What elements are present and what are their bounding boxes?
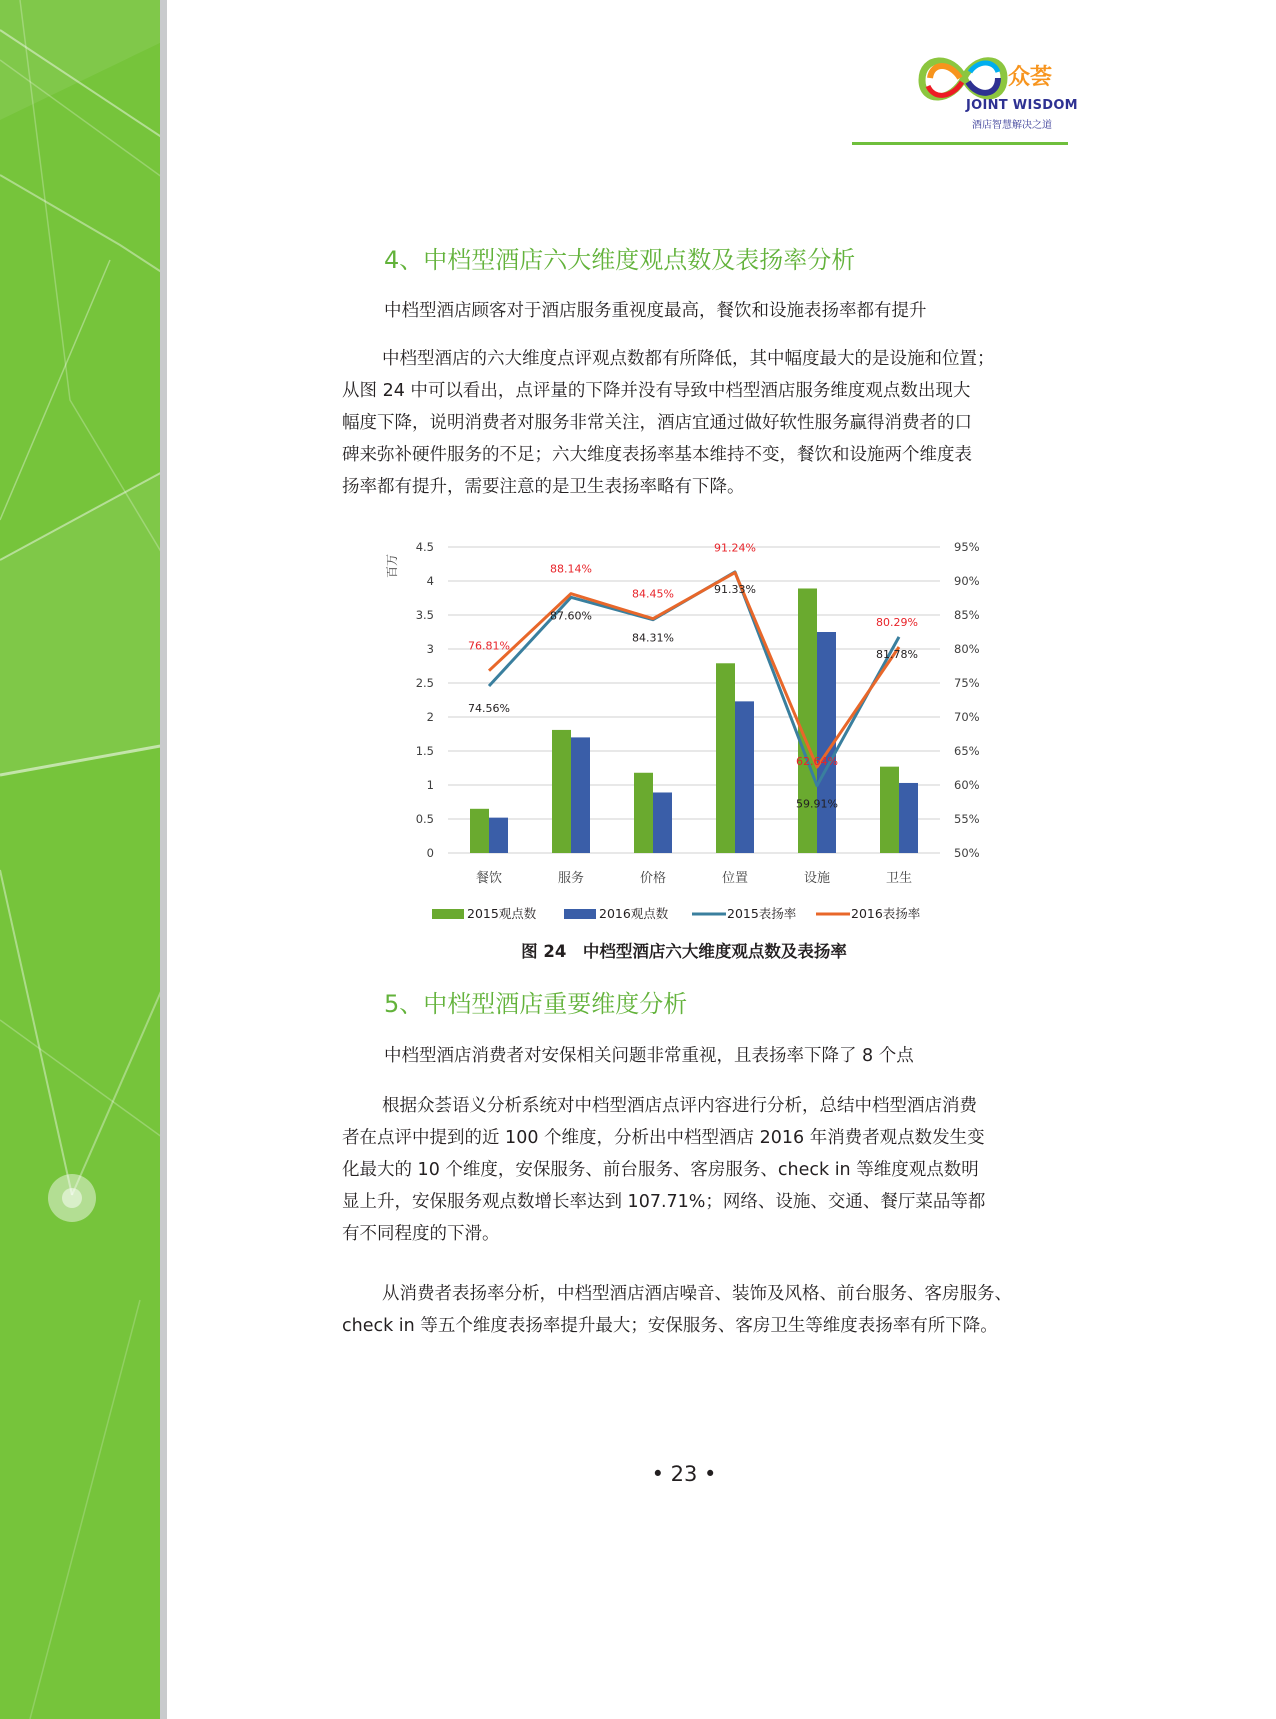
section-4-paragraph <box>342 343 1032 503</box>
y-tick-label: 3.5 <box>415 608 434 622</box>
y2-tick-label: 95% <box>954 540 980 554</box>
bar-2016观点数 <box>899 783 918 853</box>
x-tick-label: 卫生 <box>885 871 913 886</box>
y-tick-label: 3 <box>426 642 434 656</box>
y-axis-label: 百万 <box>385 553 399 579</box>
section-5-title: 5、中档型酒店重要维度分析 <box>384 990 688 1018</box>
paragraph-line: 者在点评中提到的近 100 个维度，分析出中档型酒店 2016 年消费者观点数发生变 <box>342 1128 985 1148</box>
y2-tick-label: 85% <box>954 608 980 622</box>
paragraph-line: 有不同程度的下滑。 <box>342 1224 500 1244</box>
y-tick-label: 0.5 <box>415 812 434 826</box>
paragraph-line: 从图 24 中可以看出，点评量的下降并没有导致中档型酒店服务维度观点数出现大 <box>342 381 971 401</box>
x-tick-label: 服务 <box>557 871 585 886</box>
data-label-2015: 81.78% <box>876 647 918 661</box>
data-label-2016: 80.29% <box>876 616 918 630</box>
dimension-chart <box>376 530 992 940</box>
data-label-2015: 87.60% <box>550 609 592 623</box>
paragraph-line: 扬率都有提升，需要注意的是卫生表扬率略有下降。 <box>342 477 745 497</box>
bar-2016观点数 <box>571 737 590 853</box>
paragraph-line: 从消费者表扬率分析，中档型酒店酒店噪音、装饰及风格、前台服务、客房服务、 <box>382 1284 1012 1304</box>
x-tick-label: 位置 <box>721 871 749 886</box>
section-5-paragraph-1 <box>342 1090 1032 1250</box>
y-tick-label: 4 <box>426 574 434 588</box>
x-tick-label: 价格 <box>639 871 667 886</box>
chart-caption: 图 24 中档型酒店六大维度观点数及表扬率 <box>521 942 847 961</box>
series-line-2016表扬率 <box>489 573 899 767</box>
y2-tick-label: 75% <box>954 676 980 690</box>
data-label-2015: 74.56% <box>468 701 510 715</box>
bar-2015观点数 <box>634 773 653 853</box>
y-tick-label: 4.5 <box>415 540 434 554</box>
legend-swatch-2016观点数 <box>564 909 596 919</box>
y2-tick-label: 60% <box>954 778 980 792</box>
legend-label: 2015表扬率 <box>727 906 797 921</box>
section-5-subtitle: 中档型酒店消费者对安保相关问题非常重视，且表扬率下降了 8 个点 <box>384 1046 914 1066</box>
bar-2015观点数 <box>880 767 899 853</box>
y2-tick-label: 80% <box>954 642 980 656</box>
data-label-2016: 76.81% <box>468 639 510 653</box>
data-label-2015: 91.33% <box>714 582 756 596</box>
y2-tick-label: 90% <box>954 574 980 588</box>
y-tick-label: 2 <box>426 710 434 724</box>
legend-label: 2016表扬率 <box>851 906 921 921</box>
paragraph-line: check in 等五个维度表扬率提升最大；安保服务、客房卫生等维度表扬率有所下降。 <box>342 1316 998 1336</box>
paragraph-line: 化最大的 10 个维度，安保服务、前台服务、客房服务、check in 等维度观点数明 <box>342 1160 979 1180</box>
data-label-2016: 88.14% <box>550 562 592 576</box>
paragraph-line: 根据众荟语义分析系统对中档型酒店点评内容进行分析，总结中档型酒店消费 <box>382 1096 977 1116</box>
bar-2015观点数 <box>716 663 735 853</box>
bar-2016观点数 <box>653 792 672 853</box>
data-label-2015: 59.91% <box>796 797 838 811</box>
page-number: • 23 • <box>651 1462 717 1486</box>
brand-name-en: JOINT WISDOM <box>966 98 1078 113</box>
section-5-paragraph-2 <box>342 1278 1032 1342</box>
legend-label: 2015观点数 <box>467 906 537 921</box>
paragraph-line: 碑来弥补硬件服务的不足；六大维度表扬率基本维持不变，餐饮和设施两个维度表 <box>342 445 972 465</box>
data-label-2016: 62.64% <box>796 755 838 769</box>
y2-tick-label: 50% <box>954 846 980 860</box>
brand-name-cn: 众荟 <box>1008 65 1053 90</box>
brand-tagline: 酒店智慧解决之道 <box>972 120 1052 131</box>
bar-2015观点数 <box>470 809 489 853</box>
series-line-2015表扬率 <box>489 572 899 786</box>
x-tick-label: 设施 <box>803 871 831 886</box>
y2-tick-label: 65% <box>954 744 980 758</box>
section-4-subtitle: 中档型酒店顾客对于酒店服务重视度最高，餐饮和设施表扬率都有提升 <box>384 301 927 321</box>
bar-2016观点数 <box>489 818 508 853</box>
y-tick-label: 0 <box>426 846 434 860</box>
bar-2015观点数 <box>798 588 817 853</box>
paragraph-line: 幅度下降，说明消费者对服务非常关注，酒店宜通过做好软性服务赢得消费者的口 <box>342 413 972 433</box>
header-rule <box>852 142 1068 145</box>
paragraph-line: 显上升，安保服务观点数增长率达到 107.71%；网络、设施、交通、餐厅菜品等都 <box>342 1192 986 1212</box>
x-tick-label: 餐饮 <box>475 871 503 886</box>
y2-tick-label: 55% <box>954 812 980 826</box>
data-label-2015: 84.31% <box>632 631 674 645</box>
y-tick-label: 1 <box>426 778 434 792</box>
data-label-2016: 91.24% <box>714 541 756 555</box>
bar-2015观点数 <box>552 730 571 853</box>
legend-swatch-2015观点数 <box>432 909 464 919</box>
legend-label: 2016观点数 <box>599 906 669 921</box>
brand-logo <box>912 48 1082 138</box>
y-tick-label: 1.5 <box>415 744 434 758</box>
section-4-title: 4、中档型酒店六大维度观点数及表扬率分析 <box>384 246 856 274</box>
y2-tick-label: 70% <box>954 710 980 724</box>
paragraph-line: 中档型酒店的六大维度点评观点数都有所降低，其中幅度最大的是设施和位置； <box>382 349 995 369</box>
bar-2016观点数 <box>735 701 754 853</box>
data-label-2016: 84.45% <box>632 587 674 601</box>
y-tick-label: 2.5 <box>415 676 434 690</box>
